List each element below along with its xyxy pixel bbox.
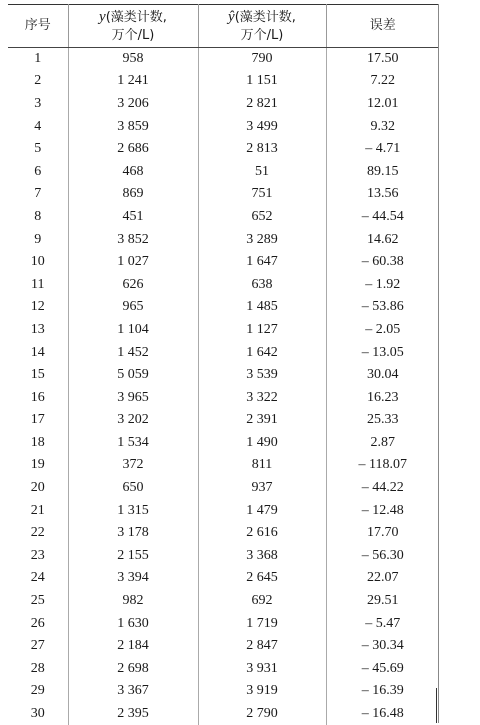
cell-predicted: 3 289 [198, 228, 326, 251]
cell-predicted: 3 539 [198, 364, 326, 387]
cell-error: 13.56 [326, 183, 439, 206]
cell-predicted: 1 642 [198, 341, 326, 364]
cell-error: 89.15 [326, 160, 439, 183]
cell-index: 10 [8, 251, 68, 274]
cell-index: 13 [8, 319, 68, 342]
table-row [8, 545, 439, 568]
page-edge-mark [436, 688, 443, 723]
cell-predicted: 1 485 [198, 296, 326, 319]
cell-actual: 3 367 [68, 680, 198, 703]
table-row [8, 635, 439, 658]
cell-predicted: 2 616 [198, 522, 326, 545]
cell-error: – 60.38 [326, 251, 439, 274]
table-row [8, 48, 439, 71]
table-header-row [8, 5, 439, 48]
cell-actual: 1 104 [68, 319, 198, 342]
table-row [8, 612, 439, 635]
table-row [8, 206, 439, 229]
table-row [8, 138, 439, 161]
cell-actual: 372 [68, 454, 198, 477]
header-predicted-line2: 万个/L) [241, 28, 284, 43]
cell-predicted: 1 647 [198, 251, 326, 274]
header-index [8, 5, 68, 48]
cell-error: 17.70 [326, 522, 439, 545]
header-error-label: 误差 [370, 18, 396, 33]
cell-actual: 3 202 [68, 409, 198, 432]
cell-predicted: 2 813 [198, 138, 326, 161]
cell-predicted: 751 [198, 183, 326, 206]
cell-actual: 1 534 [68, 432, 198, 455]
cell-error: – 56.30 [326, 545, 439, 568]
cell-actual: 2 395 [68, 703, 198, 725]
cell-index: 3 [8, 93, 68, 116]
cell-error: – 1.92 [326, 273, 439, 296]
cell-error: 30.04 [326, 364, 439, 387]
cell-predicted: 3 322 [198, 386, 326, 409]
cell-error: 2.87 [326, 432, 439, 455]
cell-index: 14 [8, 341, 68, 364]
cell-actual: 650 [68, 477, 198, 500]
table-row [8, 522, 439, 545]
cell-actual: 2 698 [68, 658, 198, 681]
header-predicted-var: ŷ [228, 9, 235, 25]
cell-index: 1 [8, 48, 68, 71]
cell-index: 16 [8, 386, 68, 409]
cell-predicted: 1 127 [198, 319, 326, 342]
cell-actual: 958 [68, 48, 198, 71]
table-row [8, 432, 439, 455]
cell-predicted: 1 479 [198, 499, 326, 522]
cell-error: – 12.48 [326, 499, 439, 522]
cell-error: – 4.71 [326, 138, 439, 161]
cell-predicted: 51 [198, 160, 326, 183]
cell-index: 8 [8, 206, 68, 229]
table-row [8, 228, 439, 251]
table-row [8, 364, 439, 387]
cell-actual: 3 852 [68, 228, 198, 251]
cell-index: 20 [8, 477, 68, 500]
cell-error: – 16.48 [326, 703, 439, 725]
cell-predicted: 2 847 [198, 635, 326, 658]
cell-predicted: 2 790 [198, 703, 326, 725]
cell-predicted: 2 391 [198, 409, 326, 432]
cell-error: 12.01 [326, 93, 439, 116]
cell-error: 9.32 [326, 115, 439, 138]
cell-actual: 982 [68, 590, 198, 613]
cell-index: 4 [8, 115, 68, 138]
table-row [8, 454, 439, 477]
cell-actual: 1 241 [68, 70, 198, 93]
header-predicted-line1: (藻类计数, [235, 10, 296, 25]
cell-index: 2 [8, 70, 68, 93]
cell-index: 28 [8, 658, 68, 681]
cell-actual: 2 155 [68, 545, 198, 568]
cell-predicted: 790 [198, 48, 326, 71]
cell-error: – 16.39 [326, 680, 439, 703]
cell-error: – 45.69 [326, 658, 439, 681]
cell-actual: 3 206 [68, 93, 198, 116]
header-predicted-count [198, 5, 326, 48]
cell-actual: 3 965 [68, 386, 198, 409]
cell-index: 21 [8, 499, 68, 522]
cell-predicted: 1 490 [198, 432, 326, 455]
cell-index: 5 [8, 138, 68, 161]
table-row [8, 160, 439, 183]
cell-predicted: 2 645 [198, 567, 326, 590]
table-right-border [438, 4, 439, 723]
cell-predicted: 3 919 [198, 680, 326, 703]
table-row [8, 115, 439, 138]
table-row [8, 409, 439, 432]
cell-error: 22.07 [326, 567, 439, 590]
cell-error: 17.50 [326, 48, 439, 71]
cell-actual: 626 [68, 273, 198, 296]
table-row [8, 680, 439, 703]
cell-predicted: 2 821 [198, 93, 326, 116]
table-row [8, 93, 439, 116]
table-row [8, 70, 439, 93]
cell-index: 9 [8, 228, 68, 251]
cell-index: 18 [8, 432, 68, 455]
cell-actual: 3 394 [68, 567, 198, 590]
cell-index: 25 [8, 590, 68, 613]
table-row [8, 183, 439, 206]
header-index-label: 序号 [25, 18, 51, 33]
cell-error: – 118.07 [326, 454, 439, 477]
cell-actual: 1 027 [68, 251, 198, 274]
cell-error: 14.62 [326, 228, 439, 251]
cell-predicted: 1 151 [198, 70, 326, 93]
cell-error: – 30.34 [326, 635, 439, 658]
cell-error: – 53.86 [326, 296, 439, 319]
cell-index: 26 [8, 612, 68, 635]
cell-predicted: 3 499 [198, 115, 326, 138]
header-actual-count [68, 5, 198, 48]
cell-actual: 2 184 [68, 635, 198, 658]
cell-error: 16.23 [326, 386, 439, 409]
cell-predicted: 3 368 [198, 545, 326, 568]
cell-actual: 3 178 [68, 522, 198, 545]
cell-predicted: 692 [198, 590, 326, 613]
cell-actual: 1 315 [68, 499, 198, 522]
cell-index: 7 [8, 183, 68, 206]
header-actual-var: y [99, 9, 106, 25]
cell-error: 7.22 [326, 70, 439, 93]
cell-error: – 13.05 [326, 341, 439, 364]
table-row [8, 590, 439, 613]
cell-actual: 468 [68, 160, 198, 183]
cell-actual: 5 059 [68, 364, 198, 387]
cell-predicted: 638 [198, 273, 326, 296]
cell-index: 27 [8, 635, 68, 658]
table-row [8, 341, 439, 364]
table-row [8, 477, 439, 500]
cell-actual: 869 [68, 183, 198, 206]
cell-index: 23 [8, 545, 68, 568]
cell-index: 6 [8, 160, 68, 183]
cell-predicted: 811 [198, 454, 326, 477]
cell-actual: 3 859 [68, 115, 198, 138]
header-actual-line2: 万个/L) [112, 28, 155, 43]
cell-index: 15 [8, 364, 68, 387]
cell-index: 22 [8, 522, 68, 545]
cell-index: 12 [8, 296, 68, 319]
header-actual-line1: (藻类计数, [106, 10, 167, 25]
cell-error: – 2.05 [326, 319, 439, 342]
cell-error: 25.33 [326, 409, 439, 432]
cell-index: 17 [8, 409, 68, 432]
cell-predicted: 937 [198, 477, 326, 500]
cell-index: 24 [8, 567, 68, 590]
cell-index: 29 [8, 680, 68, 703]
cell-actual: 1 452 [68, 341, 198, 364]
header-error [326, 5, 439, 48]
table-row [8, 296, 439, 319]
table-row [8, 273, 439, 296]
cell-error: – 5.47 [326, 612, 439, 635]
data-table-container [8, 4, 439, 723]
cell-actual: 1 630 [68, 612, 198, 635]
table-row [8, 251, 439, 274]
algae-count-table [8, 4, 439, 725]
cell-actual: 965 [68, 296, 198, 319]
cell-predicted: 652 [198, 206, 326, 229]
table-row [8, 386, 439, 409]
cell-index: 30 [8, 703, 68, 725]
table-row [8, 499, 439, 522]
cell-error: 29.51 [326, 590, 439, 613]
table-body [8, 48, 439, 725]
table-row [8, 567, 439, 590]
cell-error: – 44.54 [326, 206, 439, 229]
cell-error: – 44.22 [326, 477, 439, 500]
table-row [8, 319, 439, 342]
cell-predicted: 1 719 [198, 612, 326, 635]
cell-index: 11 [8, 273, 68, 296]
table-row [8, 703, 439, 725]
cell-predicted: 3 931 [198, 658, 326, 681]
table-row [8, 658, 439, 681]
cell-index: 19 [8, 454, 68, 477]
cell-actual: 451 [68, 206, 198, 229]
cell-actual: 2 686 [68, 138, 198, 161]
